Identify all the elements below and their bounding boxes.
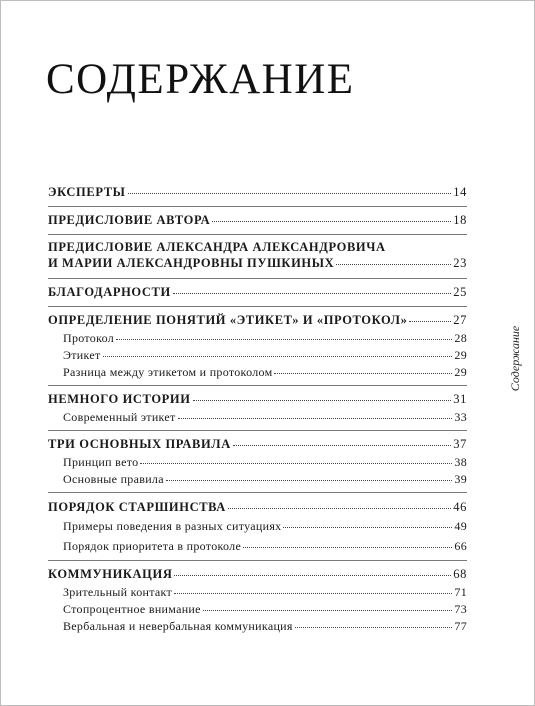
toc-subentry-etiquette[interactable] (63, 348, 467, 363)
toc-subentry-behavior-examples[interactable] (63, 519, 467, 534)
toc-page-number: 18 (453, 213, 467, 227)
toc-entry-title: НЕМНОГО ИСТОРИИ (48, 392, 191, 406)
toc-subentry-veto[interactable] (63, 455, 467, 470)
toc-subentry-protocol[interactable] (63, 331, 467, 346)
dot-leader (174, 593, 452, 594)
dot-leader (174, 575, 451, 576)
toc-entry-title-line2: И МАРИИ АЛЕКСАНДРОВНЫ ПУШКИНЫХ (48, 256, 335, 270)
toc-page-number: 77 (454, 619, 467, 633)
toc-page-number: 66 (454, 539, 467, 553)
toc-entry-pushkins-preface[interactable] (48, 256, 467, 271)
section-divider (48, 278, 467, 279)
toc-page-number: 49 (454, 519, 467, 533)
toc-page-number: 38 (454, 455, 467, 469)
dot-leader (233, 445, 451, 446)
toc-entry-author-preface[interactable] (48, 213, 467, 228)
dot-leader (243, 547, 452, 548)
dot-leader (274, 373, 452, 374)
dot-leader (128, 193, 452, 194)
toc-page-number: 46 (453, 500, 467, 514)
toc-page-number: 29 (454, 348, 467, 362)
toc-entry-precedence[interactable] (48, 500, 467, 515)
dot-leader (116, 339, 452, 340)
toc-page-number: 31 (453, 392, 467, 406)
toc-subentry-title: Современный этикет (63, 410, 176, 424)
toc-entry-title: ПРЕДИСЛОВИЕ АЛЕКСАНДРА АЛЕКСАНДРОВИЧА (48, 240, 386, 254)
toc-page-number: 28 (454, 331, 467, 345)
toc-entry-definitions[interactable] (48, 313, 467, 328)
toc-page-number: 39 (454, 472, 467, 486)
dot-leader (193, 400, 452, 401)
table-of-contents (1, 1, 534, 705)
section-divider (48, 206, 467, 207)
dot-leader (166, 480, 453, 481)
toc-subentry-title: Разница между этикетом и протоколом (63, 365, 273, 379)
toc-subentry-title: Протокол (63, 331, 115, 345)
section-divider (48, 560, 467, 561)
section-divider (48, 385, 467, 386)
toc-subentry-title: Примеры поведения в разных ситуациях (63, 519, 282, 533)
dot-leader (178, 418, 453, 419)
section-divider (48, 430, 467, 431)
dot-leader (228, 508, 451, 509)
toc-page-number: 73 (454, 602, 467, 616)
dot-leader (295, 627, 453, 628)
page-title: СОДЕРЖАНИЕ (46, 56, 355, 103)
toc-subentry-difference[interactable] (63, 365, 467, 380)
dot-leader (140, 463, 452, 464)
toc-page-number: 37 (453, 437, 467, 451)
toc-page-number: 29 (454, 365, 467, 379)
running-header-label: Содержание (508, 325, 523, 391)
toc-entry-communication[interactable] (48, 567, 467, 582)
section-divider (48, 234, 467, 235)
toc-subentry-title: Основные правила (63, 472, 164, 486)
toc-entry-history[interactable] (48, 392, 467, 407)
toc-entry-pushkins-preface-line1[interactable] (48, 239, 467, 255)
toc-subentry-title: Зрительный контакт (63, 585, 173, 599)
toc-entry-title: ОПРЕДЕЛЕНИЕ ПОНЯТИЙ «ЭТИКЕТ» И «ПРОТОКОЛ» (48, 313, 408, 327)
dot-leader (173, 293, 452, 294)
toc-page-number: 14 (453, 185, 467, 199)
dot-leader (336, 264, 451, 265)
section-divider (48, 492, 467, 493)
toc-entry-title: ЭКСПЕРТЫ (48, 185, 126, 199)
dot-leader (283, 527, 452, 528)
toc-subentry-eye-contact[interactable] (63, 585, 467, 600)
toc-entry-title: БЛАГОДАРНОСТИ (48, 285, 171, 299)
dot-leader (103, 356, 453, 357)
toc-subentry-title: Этикет (63, 348, 101, 362)
toc-subentry-modern-etiquette[interactable] (63, 410, 467, 425)
toc-subentry-title: Стопроцентное внимание (63, 602, 201, 616)
section-divider (48, 306, 467, 307)
toc-entry-title: ПОРЯДОК СТАРШИНСТВА (48, 500, 226, 514)
toc-subentry-title: Порядок приоритета в протоколе (63, 539, 242, 553)
toc-entry-acknowledgements[interactable] (48, 285, 467, 300)
toc-entry-title: КОММУНИКАЦИЯ (48, 567, 173, 581)
dot-leader (212, 221, 451, 222)
toc-subentry-basic-rules[interactable] (63, 472, 467, 487)
toc-page-number: 71 (454, 585, 467, 599)
toc-subentry-priority-order[interactable] (63, 539, 467, 554)
toc-page-number: 27 (453, 313, 467, 327)
toc-entry-title: ПРЕДИСЛОВИЕ АВТОРА (48, 213, 211, 227)
toc-subentry-full-attention[interactable] (63, 602, 467, 617)
dot-leader (409, 321, 451, 322)
toc-entry-three-rules[interactable] (48, 437, 467, 452)
toc-page-number: 23 (453, 256, 467, 270)
toc-subentry-title: Принцип вето (63, 455, 139, 469)
dot-leader (203, 610, 453, 611)
toc-page-number: 25 (453, 285, 467, 299)
toc-page-number: 68 (453, 567, 467, 581)
toc-entry-title: ТРИ ОСНОВНЫХ ПРАВИЛА (48, 437, 231, 451)
toc-subentry-title: Вербальная и невербальная коммуникация (63, 619, 293, 633)
toc-entry-experts[interactable] (48, 185, 467, 200)
toc-page-number: 33 (454, 410, 467, 424)
toc-subentry-verbal-nonverbal[interactable] (63, 619, 467, 634)
